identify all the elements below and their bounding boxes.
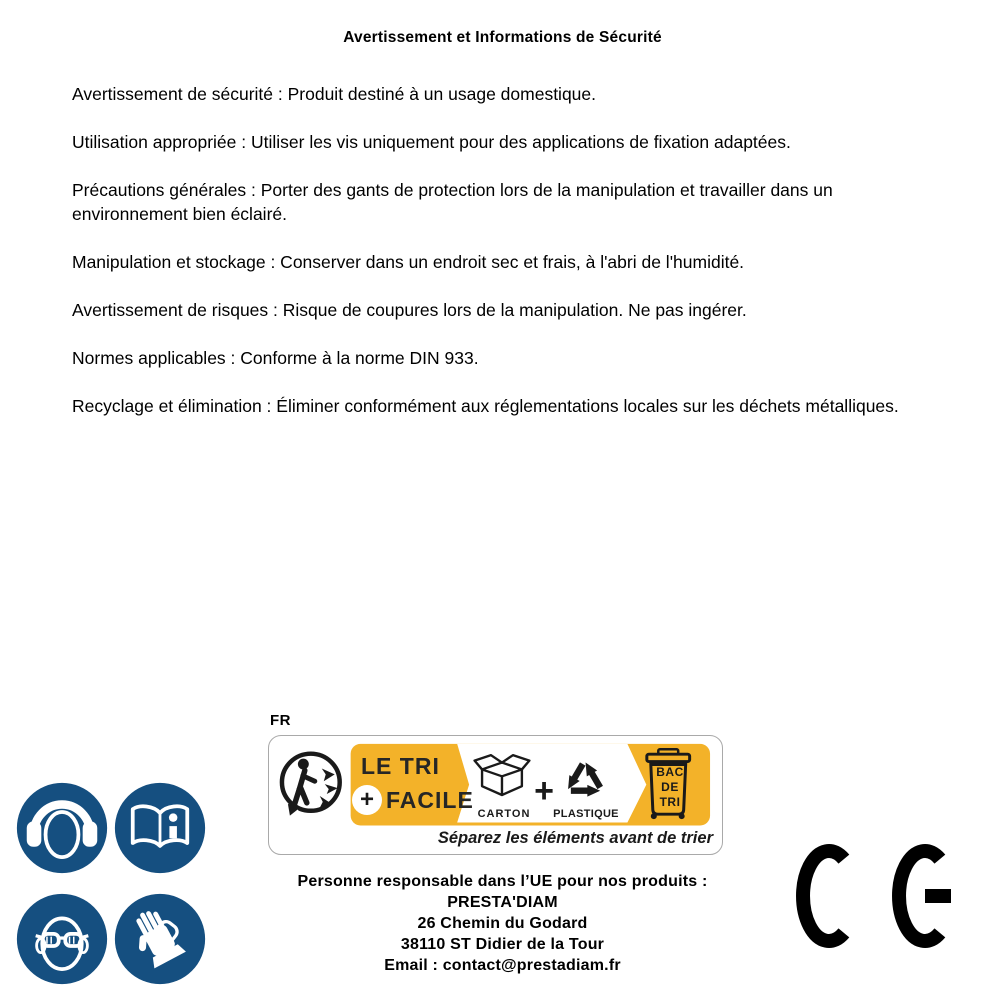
safety-paragraph: Normes applicables : Conforme à la norme DIN 933. <box>72 348 479 368</box>
info-tri-banner <box>268 735 723 855</box>
triman-recycling-icon <box>282 754 340 819</box>
responsible-line: Personne responsable dans l’UE pour nos produits : <box>297 873 708 890</box>
eu-responsible-block <box>250 871 755 976</box>
mandatory-pictograms <box>15 781 207 986</box>
wear-ear-protection-icon <box>15 781 109 875</box>
tri-plus-badge: + <box>352 785 382 815</box>
page-title: Avertissement et Informations de Sécurité <box>343 29 662 46</box>
safety-paragraph: Utilisation appropriée : Utiliser les vis uniquement pour des applications de fixation adaptées. <box>72 132 791 152</box>
safety-paragraph: Avertissement de risques : Risque de coupures lors de la manipulation. Ne pas ingérer. <box>72 300 747 320</box>
wear-protective-gloves-icon <box>113 892 207 986</box>
safety-paragraphs <box>72 82 920 442</box>
country-code-label: FR <box>270 712 291 729</box>
email-line: Email : contact@prestadiam.fr <box>384 957 621 974</box>
material-label-carton: CARTON <box>477 808 531 820</box>
safety-paragraph: Précautions générales : Porter des gants de protection lors de la manipulation et travailler dans un environnement bien éclairé. <box>72 180 833 224</box>
tri-headline-line2: FACILE <box>386 787 474 813</box>
material-label-plastique: PLASTIQUE <box>553 808 619 820</box>
address-line: 26 Chemin du Godard <box>417 915 588 932</box>
address-line: 38110 ST Didier de la Tour <box>400 936 605 953</box>
ce-marking-icon <box>793 843 958 949</box>
sorting-instruction: Séparez les éléments avant de trier <box>437 829 713 847</box>
tri-headline-line1: LE TRI <box>361 753 440 779</box>
read-instruction-manual-icon <box>113 781 207 875</box>
company-name: PRESTA'DIAM <box>447 894 558 911</box>
safety-paragraph: Recyclage et élimination : Éliminer conformément aux réglementations locales sur les déchets métalliques. <box>72 396 899 416</box>
bin-label: BAC DE TRI <box>656 765 684 809</box>
wear-eye-protection-icon <box>15 892 109 986</box>
safety-paragraph: Manipulation et stockage : Conserver dans un endroit sec et frais, à l'abri de l'humidité. <box>72 252 745 272</box>
materials-plus-sign: + <box>534 772 554 810</box>
safety-paragraph: Avertissement de sécurité : Produit destiné à un usage domestique. <box>72 84 597 104</box>
